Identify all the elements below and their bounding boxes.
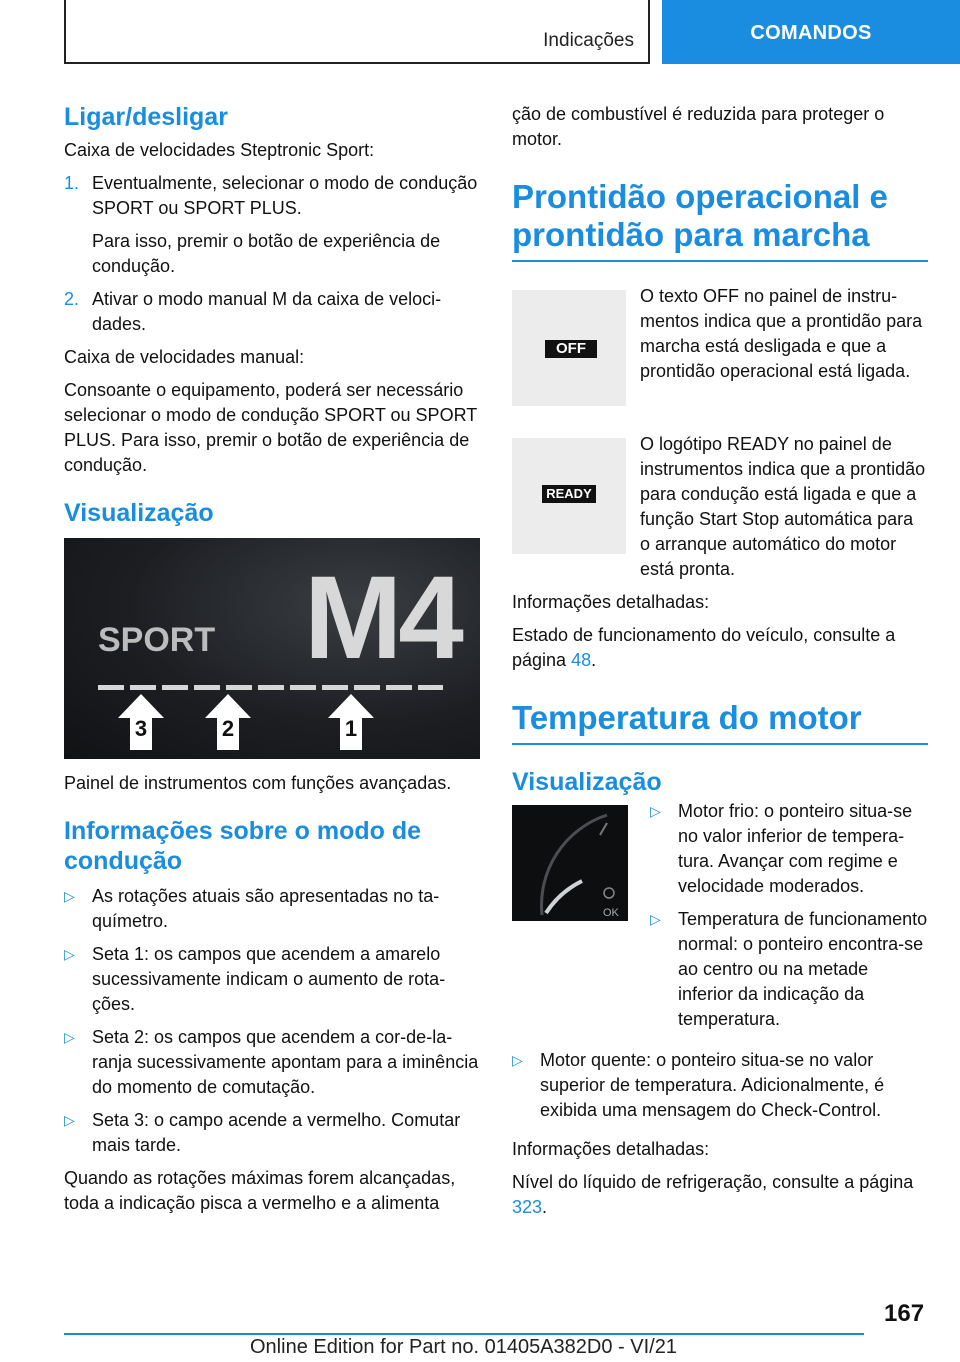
ready-label: READY xyxy=(542,485,596,503)
heading-informacoes-modo: Informações sobre o modo de condução xyxy=(64,817,422,875)
gauge-ok-label: OK xyxy=(603,907,619,919)
gauge-block xyxy=(512,799,928,1048)
bullet-item: ▷ Seta 1: os campos que acendem a amarelo sucessivamente indicam o aumento de rotações. xyxy=(64,944,446,1014)
header-chapter-tab: COMANDOS xyxy=(662,0,960,64)
header-section-title: Indicações xyxy=(543,30,634,51)
temperature-gauge-image xyxy=(512,805,628,921)
bullet-item: ▷ As rotações atuais são apresentadas no taquímetro. xyxy=(64,886,440,931)
step-item xyxy=(64,171,480,279)
sport-mode-label: SPORT xyxy=(98,621,216,659)
paragraph-estado: Estado de funcionamento do veículo, consulte a página 48. xyxy=(512,625,896,670)
triangle-bullet-icon: ▷ xyxy=(650,803,661,819)
steps-list xyxy=(64,171,480,337)
heading-prontidao: Prontidão operacional e prontidão para marcha xyxy=(512,178,928,262)
arrow-1-icon: 1 xyxy=(326,692,376,752)
arrow-2-icon: 2 xyxy=(203,692,253,752)
paragraph-quando: Quando as rotações máximas forem alcançadas, toda a indicação pisca a vermelho e a alimenta xyxy=(64,1168,456,1213)
gear-indicator: M4 xyxy=(304,552,460,684)
heading-ligar-desligar: Ligar/desligar xyxy=(64,103,228,131)
paragraph-nivel: Nível do líquido de refrigeração, consulte a página 323. xyxy=(512,1172,914,1217)
step-item xyxy=(64,287,480,337)
bullet-item: ▷ Temperatura de funcionamento normal: o ponteiro encontra-se ao centro ou na metade inferior da indicação da temperatura. xyxy=(650,909,928,1029)
paragraph-caixa-sport: Caixa de velocidades Steptronic Sport: xyxy=(64,140,375,160)
triangle-bullet-icon: ▷ xyxy=(64,1112,75,1128)
info-bullets xyxy=(64,884,480,1158)
off-label: OFF xyxy=(545,340,597,358)
ready-block xyxy=(512,432,928,590)
off-indicator-image xyxy=(512,290,626,406)
paragraph-ready: O logótipo READY no painel de instrumentos indica que a prontidão para condução está ligada e que a função Start Stop automática para o arranque automático do motor está pronta. xyxy=(640,434,926,579)
paragraph-off: O texto OFF no painel de instrumentos indica que a prontidão para marcha está desligada e que a prontidão operacional está ligada. xyxy=(640,286,923,381)
paragraph-caixa-manual: Caixa de velocidades manual: xyxy=(64,347,305,367)
bullet-item: ▷ Motor quente: o ponteiro situa-se no valor superior de temperatura. Adicionalmente, é exibida uma mensagem do Check-Control. xyxy=(512,1050,885,1120)
step-text: Eventualmente, selecionar o modo de condução SPORT ou SPORT PLUS. xyxy=(92,173,478,218)
instrument-cluster-image xyxy=(64,538,480,759)
left-column xyxy=(64,102,480,1224)
triangle-bullet-icon: ▷ xyxy=(64,888,75,904)
footer-edition: Online Edition for Part no. 01405A382D0 - VI/21 xyxy=(250,1336,677,1358)
paragraph-consoante: Consoante o equipamento, poderá ser necessário selecionar o modo de condução SPORT ou SPORT PLUS. Para isso, premir o botão de experiência de condução. xyxy=(64,380,477,475)
paragraph-continuation: ção de combustível é reduzida para proteger o motor. xyxy=(512,104,885,149)
step-number: 1. xyxy=(64,173,80,193)
header-section-box xyxy=(64,0,650,64)
rev-segment-bar xyxy=(98,685,443,690)
page-number: 167 xyxy=(884,1300,925,1327)
bullet-item: ▷ Motor frio: o ponteiro situa-se no valor inferior de temperatura. Avançar com regime e velocidade moderados. xyxy=(650,801,913,896)
step-number: 2. xyxy=(64,289,80,309)
heading-visualizacao-2: Visualização xyxy=(512,768,662,796)
triangle-bullet-icon: ▷ xyxy=(64,946,75,962)
off-block xyxy=(512,284,928,412)
step-text: Ativar o modo manual M da caixa de velocidades. xyxy=(92,289,442,334)
paragraph-info-detalhadas: Informações detalhadas: xyxy=(512,592,710,612)
paragraph-info-detalhadas-2: Informações detalhadas: xyxy=(512,1139,710,1159)
ready-indicator-image xyxy=(512,438,626,554)
step-text: Para isso, premir o botão de experiência de condução. xyxy=(92,231,441,276)
triangle-bullet-icon: ▷ xyxy=(512,1052,523,1068)
bullet-item: ▷ Seta 2: os campos que acendem a cor-de-laranja sucessivamente apontam para a iminência do momento de comutação. xyxy=(64,1027,479,1097)
bullet-item: ▷ Seta 3: o campo acende a vermelho. Comutar mais tarde. xyxy=(64,1110,461,1155)
page-link-323[interactable]: 323 xyxy=(512,1197,543,1217)
heading-visualizacao: Visualização xyxy=(64,499,214,527)
heading-temperatura: Temperatura do motor xyxy=(512,699,928,745)
triangle-bullet-icon: ▷ xyxy=(64,1029,75,1045)
triangle-bullet-icon: ▷ xyxy=(650,911,661,927)
right-column xyxy=(512,102,928,1228)
gauge-bullets xyxy=(650,799,928,1040)
arrow-3-icon: 3 xyxy=(116,692,166,752)
image-caption: Painel de instrumentos com funções avançadas. xyxy=(64,773,452,793)
hot-bullets xyxy=(512,1048,928,1123)
page-link-48[interactable]: 48 xyxy=(571,650,592,670)
